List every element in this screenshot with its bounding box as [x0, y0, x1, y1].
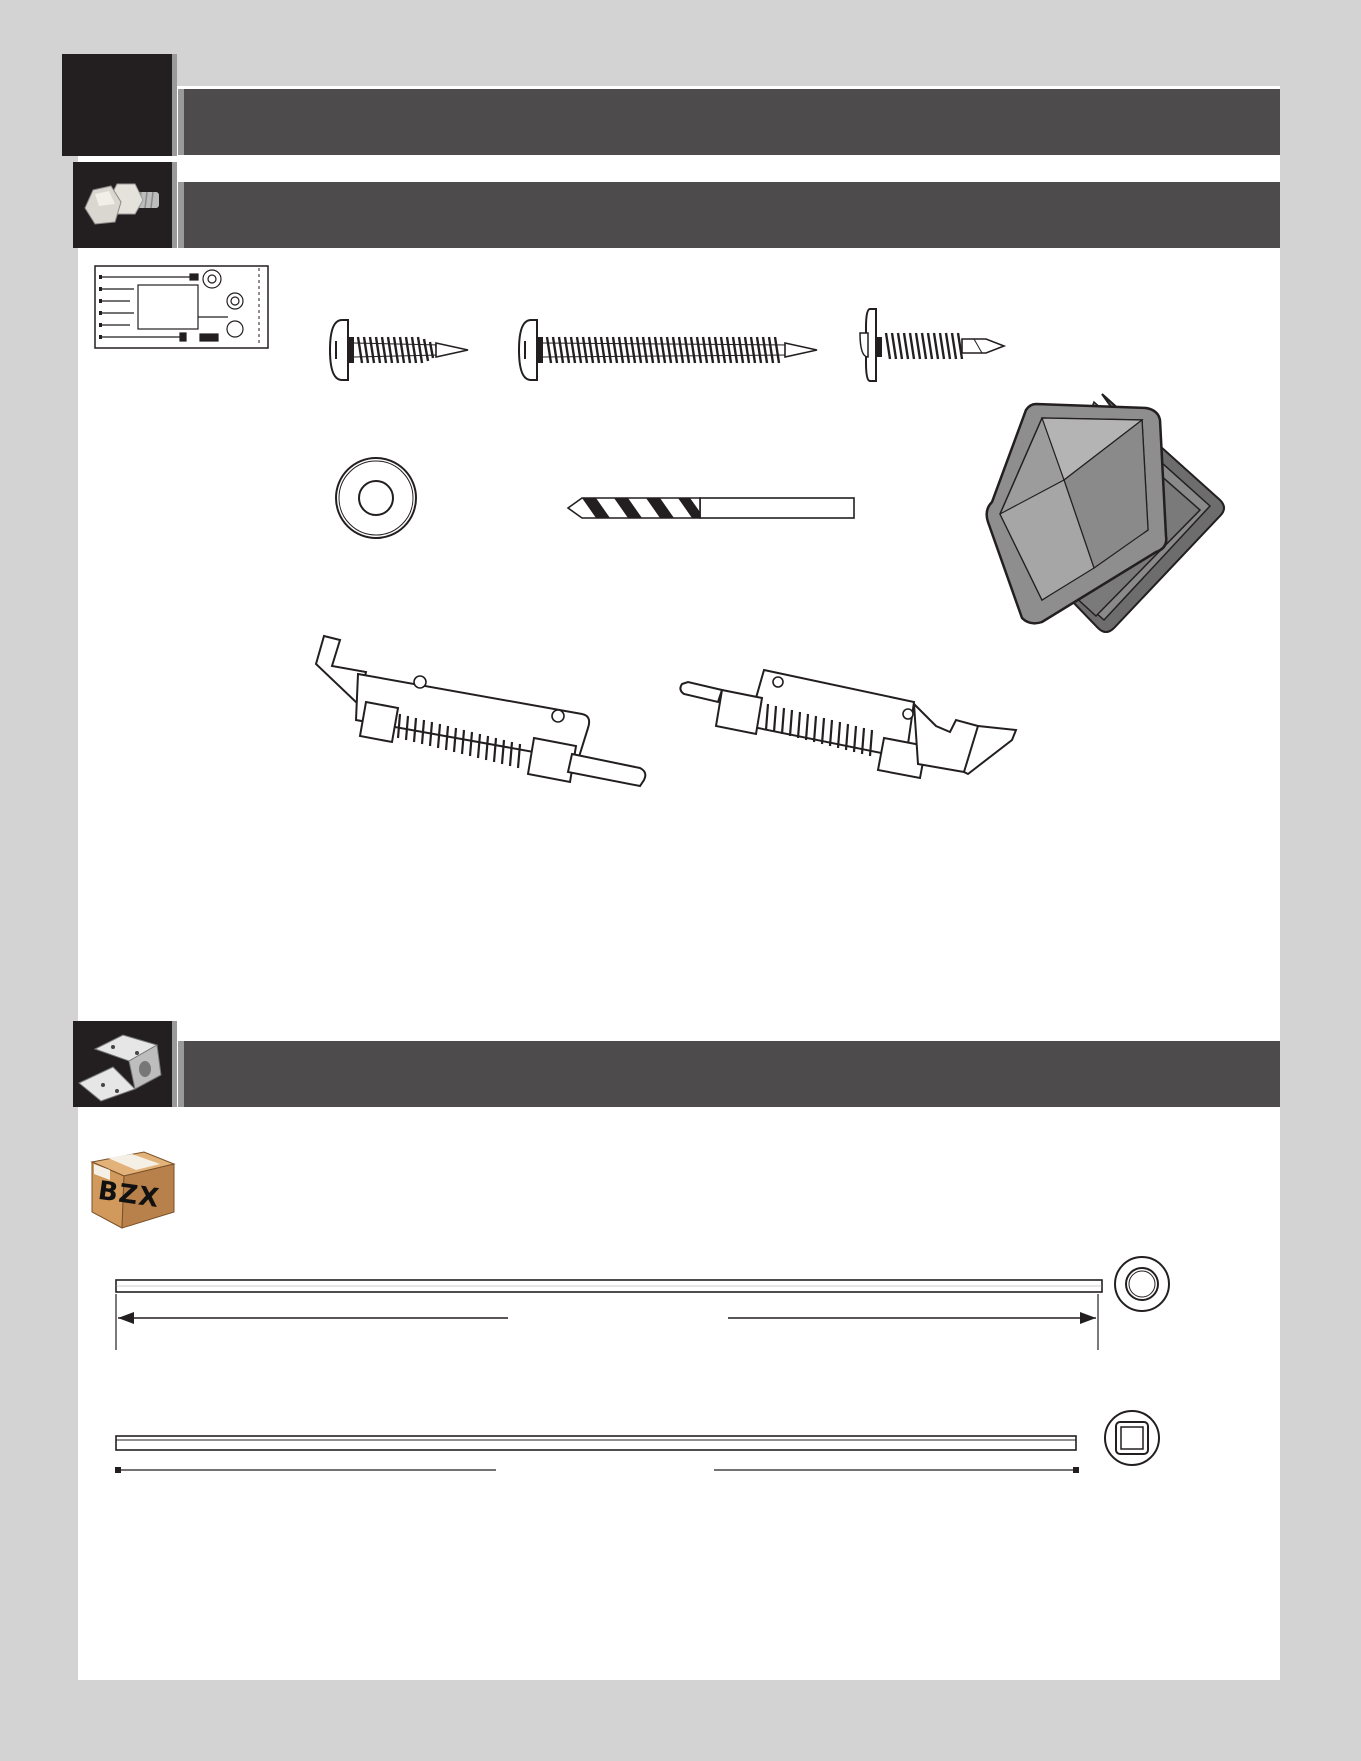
- box-label: BZX: [96, 1175, 162, 1215]
- square-tube-profile-icon: [1102, 1408, 1162, 1468]
- round-tube-profile-icon: [1112, 1254, 1172, 1314]
- bracket-icon: [73, 1021, 172, 1107]
- pan-head-screw-short: [328, 315, 470, 385]
- hardware-section-bar: [178, 182, 1280, 248]
- step-title-bar: [178, 89, 1280, 155]
- parts-section-icon-box: [73, 1021, 172, 1107]
- spring-latch-left: [310, 630, 650, 790]
- square-tube: [112, 1430, 1092, 1480]
- parts-section-bar: [178, 1041, 1280, 1107]
- round-tube: [112, 1272, 1112, 1352]
- washer-head-self-drilling-screw: [858, 303, 1008, 387]
- spring-latch-right: [678, 660, 1018, 780]
- pan-head-screw-long: [517, 315, 819, 385]
- square-post-cap: [982, 390, 1232, 642]
- hardware-pack-thumbnail: [94, 265, 269, 349]
- step-number-block: [62, 54, 172, 156]
- hardware-section-icon-box: [73, 162, 172, 248]
- drill-bit: [566, 494, 856, 522]
- flat-washer: [333, 455, 419, 541]
- nut-bolt-icon: [73, 162, 172, 248]
